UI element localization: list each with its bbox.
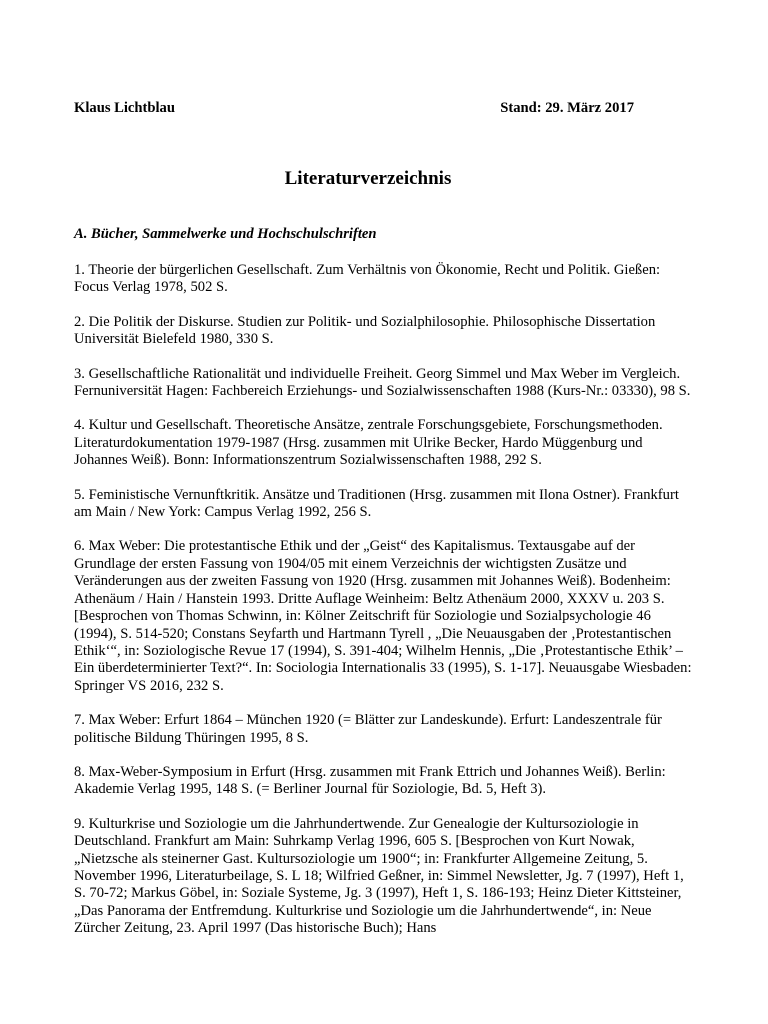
section-heading: A. Bücher, Sammelwerke und Hochschulschriften [74,226,377,242]
bibliography-entry: 7. Max Weber: Erfurt 1864 – München 1920 (= Blätter zur Landeskunde). Erfurt: Landeszentrale für politische Bildung Thüringen 1995, 8 S. [74,712,662,746]
bibliography-entry: 1. Theorie der bürgerlichen Gesellschaft. Zum Verhältnis von Ökonomie, Recht und Politik. Gießen: Focus Verlag 1978, 502 S. [74,262,661,296]
page-header [74,100,634,117]
bibliography-entry: 8. Max-Weber-Symposium in Erfurt (Hrsg. zusammen mit Frank Ettrich und Johannes Weiß). Berlin: Akademie Verlag 1995, 148 S. (= Berliner Journal für Soziologie, Bd. 5, Heft 3). [74,763,666,798]
bibliography-entry: 5. Feministische Vernunftkritik. Ansätze und Traditionen (Hrsg. zusammen mit Ilona Ostner). Frankfurt am Main / New York: Campus Verlag 1992, 256 S. [74,486,679,521]
bibliography-entry: 3. Gesellschaftliche Rationalität und individuelle Freiheit. Georg Simmel und Max Weber im Vergleich. Fernuniversität Hagen: Fachbereich Erziehungs- und Sozialwissenschaften 1988 (Kurs-Nr.: 03330), 98 S. [74,365,691,400]
bibliography-entry: 6. Max Weber: Die protestantische Ethik und der „Geist“ des Kapitalismus. Textausgabe auf der Grundlage der ersten Fassung von 1904/05 mit einem Verzeichnis der wichtigsten Zusätze und Veränderungen aus der zweiten Fassung von 1920 (Hrsg. zusammen mit Johannes Weiß). Bodenheim: Athenäum / Hain / Hanstein 1993. Dritte Auflage Weinheim: Beltz Athenäum 2000, XXXV u. 203 S. [Besprochen von Thomas Schwinn, in: Kölner Zeitschrift für Soziologie und Sozialpsychologie 46 (1994), S. 514-520; Constans Seyfarth und Hartmann Tyrell , „Die Neuausgaben der ‚Protestantischen Ethik‘“, in: Soziologische Revue 17 (1994), S. 391-404; Wilhelm Hennis, „Die ‚Protestantische Ethik’ – Ein überdeterminierter Text?“. In: Sociologia Internationalis 33 (1995), S. 1-17]. Neuausgabe Wiesbaden: Springer VS 2016, 232 S. [74,538,692,694]
bibliography-entry: 9. Kulturkrise und Soziologie um die Jahrhundertwende. Zur Genealogie der Kultursoziologie in Deutschland. Frankfurt am Main: Suhrkamp Verlag 1996, 605 S. [Besprochen von Kurt Nowak, „Nietzsche als steinerner Gast. Kultursoziologie um 1900“; in: Frankfurter Allgemeine Zeitung, 5. November 1996, Literaturbeilage, S. L 18; Wilfried Geßner, in: Simmel Newsletter, Jg. 7 (1997), Heft 1, S. 70-72; Markus Göbel, in: Soziale Systeme, Jg. 3 (1997), Heft 1, S. 186-193; Heinz Dieter Kittsteiner, „Das Panorama der Entfremdung. Kulturkrise und Soziologie um die Jahrhundertwende“, in: Neue Zürcher Zeitung, 23. April 1997 (Das historische Buch); Hans [74,815,684,937]
author-name: Klaus Lichtblau [74,100,175,116]
page-title: Literaturverzeichnis [284,168,452,189]
status-date: Stand: 29. März 2017 [500,100,634,116]
bibliography-entry: 2. Die Politik der Diskurse. Studien zur Politik- und Sozialphilosophie. Philosophische Dissertation Universität Bielefeld 1980, 330 S. [74,313,656,348]
bibliography-list [74,262,694,955]
bibliography-entry: 4. Kultur und Gesellschaft. Theoretische Ansätze, zentrale Forschungsgebiete, Forschungsmethoden. Literaturdokumentation 1979-1987 (Hrsg. zusammen mit Ulrike Becker, Hardo Müggenburg und Johannes Weiß). Bonn: Informationszentrum Sozialwissenschaften 1988, 292 S. [74,417,663,469]
